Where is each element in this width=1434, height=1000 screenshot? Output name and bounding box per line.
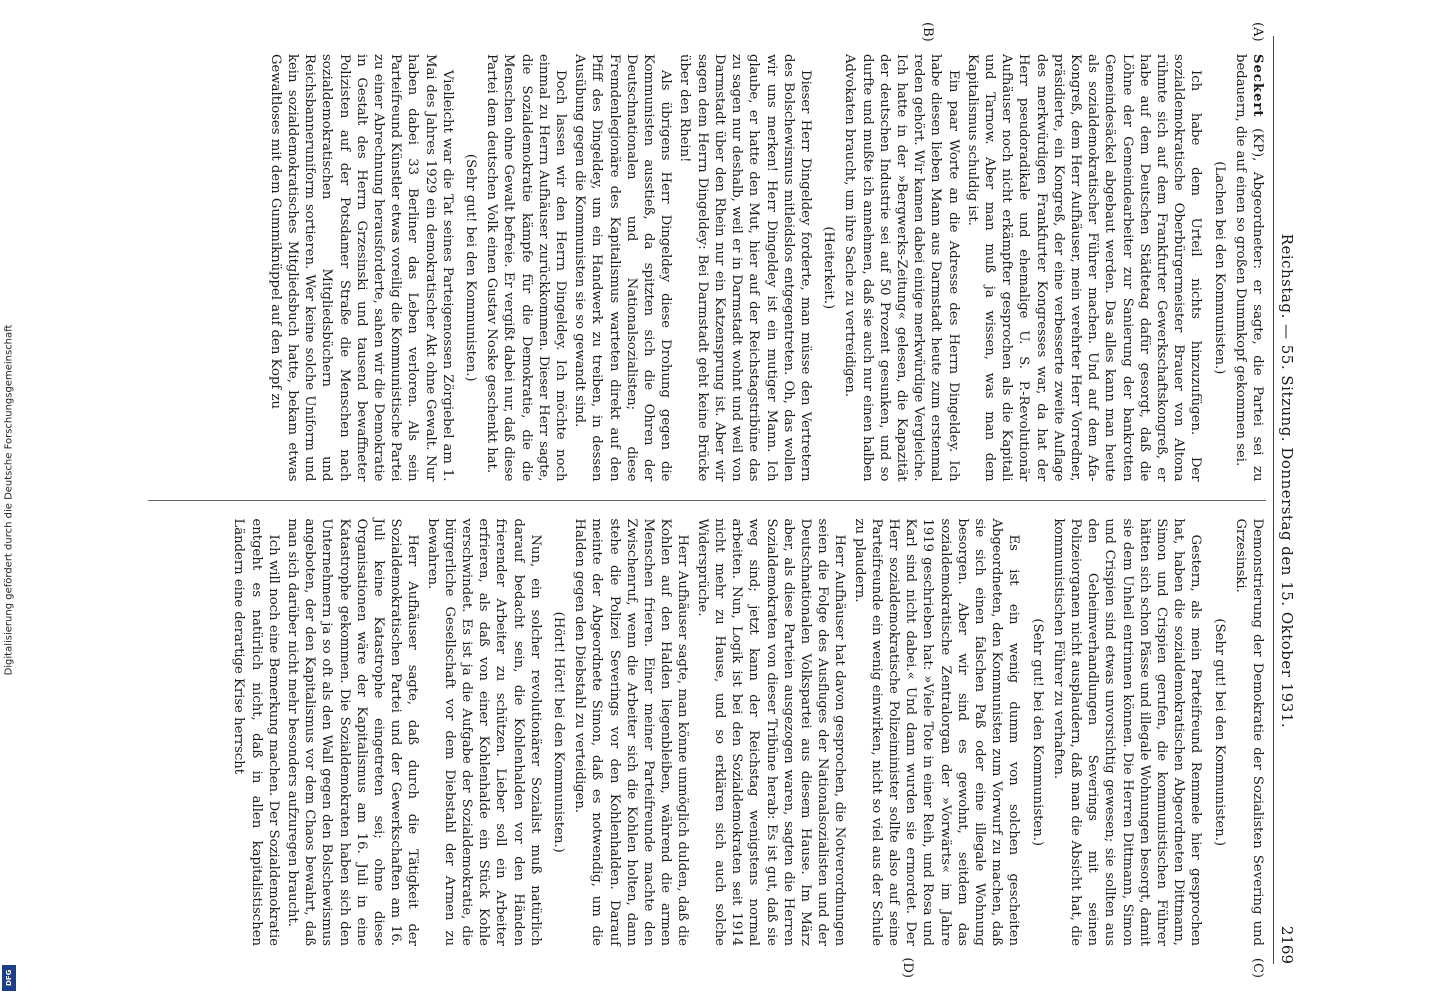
interjection: (Sehr gut! bei den Kommunisten.)	[1029, 618, 1045, 847]
margin-marker-b: (B)	[920, 22, 935, 42]
page-number: 2169	[1278, 925, 1296, 964]
paragraph: Als übrigens Herr Dingeldey diese Drohung gegen die Kommunisten ausstieß, da spitzten sich die Ohren der Deutschnationalen und Nationalsozialisten; diese Fremdenlegionäre des Kapitalismus warteten direkt auf den Pfiff des Dingeldey, um ein Handwerk zu treiben, in dessen Ausübung gegen die Kommunisten sie so gewandt sind.	[572, 54, 674, 482]
speaker-name: Seckert	[1250, 54, 1265, 118]
left-column	[148, 22, 1266, 501]
interjection: (Hört! Hört! bei den Kommunisten.)	[551, 611, 567, 853]
digitization-note-text: Digitalisierung gefördert durch die Deutsche Forschungsgemeinschaft	[3, 324, 15, 676]
interjection: (Lachen bei den Kommunisten.)	[1211, 161, 1227, 375]
paragraph: Ich habe dem Urteil nichts hinzuzufügen. Der sozialdemokratische Oberbürgermeister Brauer von Altona rühmte sich auf dem Frankfurter Gewerkschaftskongreß, er habe auf dem Deutschen Städtetag dafür gesorgt, daß die Löhne der Gemeindearbeiter zur Sanierung der bankrotten Gemeindesäckel abgebaut werden. Das alles kann man heute als sozialdemokratischer Führer machen. Und auf dem Afa-Kongreß, dem Herr Aufhäuser, mein verehrter Herr Vorredner, präsidierte, ein Kongreß, der eine verbesserte zweite Auflage des merkwürdigen Frankfurter Kongresses war, da hat der Herr pseudoradikale und ehemalige U. S. P.-Revolutionär Aufhäuser noch nicht erkämpfter gesprochen als die Kapitali und Tarnow. Aber man muß ja wissen, was man dem Kapitalismus schuldig ist.	[964, 54, 1204, 482]
paragraph: Doch lassen wir den Herrn Dingeldey. Ich möchte noch einmal zu Herrn Aufhäuser zurückkommen. Dieser Herr sagte, die Sozialdemokratie kämpfe für die Demokratie, die die Menschen ohne Gewalt befreie. Er vergißt dabei nur, daß diese Partei dem deutschen Volk einen Gustav Noske geschenkt hat.	[484, 54, 569, 482]
paragraph: Demonstrierung der Demokratie der Sozialisten Severing und Grzesinski.	[1232, 518, 1265, 946]
paragraph: Ich will noch eine Bemerkung machen. Der Sozialdemokratie entgeht es natürlich nicht, daß in allen kapitalistischen Ländern eine derartige Krise herrscht	[231, 518, 281, 946]
interjection: (Heiterkeit.)	[821, 226, 837, 310]
digitization-note	[0, 0, 18, 1000]
paragraph: Herr Aufhäuser hat davon gesprochen, die Notverordnungen seien die Folge des Ausfluges der Nationalsozialisten und der Deutschnationalen Volkspartei aus diesem Hause. Im März aber, als diese Parteien ausgezogen waren, sagten die Herren Sozialdemokraten von dieser Tribüne herab: Es ist gut, daß sie weg sind; jetzt kann der Reichstag wenigstens normal arbeiten. Nun, Logik ist bei den Sozialdemokraten seit 1914 nicht mehr zu Hause, und so erklären sich auch solche Widersprüche.	[694, 518, 848, 946]
paragraph-text: (KP), Abgeordneter: er sagte, die Partei sei zu bedauern, die auf einen so großen Dummkopf gekommen sei.	[1232, 54, 1265, 482]
margin-marker-d: (D)	[900, 957, 915, 978]
dfg-logo: DFG	[2, 965, 16, 991]
margin-marker-c: (C)	[1250, 957, 1265, 978]
page-title: Reichstag. — 55. Sitzung. Donnerstag den 15. Oktober 1931.	[1278, 233, 1296, 729]
paragraph: Ein paar Worte an die Adresse des Herrn Dingeldey. Ich habe diesen lieben Mann aus Darmstadt heute zum erstenmal reden gehört. Wir kamen dabei einige merkwürdige Vergleiche. Ich hatte in der »Bergwerks-Zeitung« gelesen, die Kapazität der deutschen Industrie sei auf 50 Prozent gesunken, und so durfte und mußte ich annehmen, daß sie auch nur einen halben Advokaten braucht, um ihre Sache zu vertreidigen.	[842, 54, 961, 482]
paragraph: Vielleicht war die Tat seines Parteigenossen Zörgiebel am 1. Mai des Jahres 1929 ein demokratischer Akt ohne Gewalt. Nur haben dabei 33 Berliner das Leben verloren. Als sein Parteifreund Künstler etwas voreilig die Kommunistische Partei zu einer Abrechnung herausforderte, sahen wir die Demokratie in Gestalt des Herrn Grzesinski und tausend bewaffneter Polizisten auf der Potsdamer Straße die Menschen nach sozialdemokratischen Mitgliedsbüchern und Reichsbanneruniform sortieren. Wer keine solche Uniform und kein sozialdemokratisches Mitgliedsbuch hatte, bekam etwas Gewaltloses mit dem Gummiknüppel auf den Kopf zu	[267, 54, 455, 482]
paragraph: Gestern, als mein Parteifreund Remmele hier gesprochen hat, haben die sozialdemokratischen Abgeordneten Dittmann, Simon und Crispien gerufen, die kommunistischen Führer hätten sich schon Pässe und illegale Wohnungen besorgt, damit sie dem Unheil entrinnen können. Die Herren Dittmann, Simon und Crispien sind etwas unvorsichtig gewesen; sie sollten aus den Geheimverhandlungen Severings mit seinen Polizeiorganen nicht ausplaudern, daß man die Absicht hat, die kommunistischen Führer zu verhaften.	[1050, 518, 1204, 946]
paragraph: Es ist ein wenig dumm von solchen gescheiten Abgeordneten, den Kommunisten zum Vorwurf zu machen, daß sie sich einen falschen Paß oder eine illegale Wohnung besorgen. Aber wir sind es gewohnt, seitdem das sozialdemokratische Zentralorgan der »Vorwärts« im Jahre 1919 geschrieben hat: »Viele Tote in einer Reih, und Rosa und Karl sind nicht dabei.« Und dann wurden sie ermordet. Der Herr sozialdemokratische Polizeiminister sollte also auf seine Parteifreunde ein wenig einwirken, nicht so viel aus der Schule zu plaudern.	[851, 518, 1022, 946]
right-column	[148, 501, 1266, 978]
interjection: (Sehr gut! bei den Kommunisten.)	[1211, 618, 1227, 847]
paragraph: Herr Aufhäuser sagte, daß durch die Tätigkeit der Sozialdemokratischen Partei und der Gewerkschaften am 16. Juli keine Katastrophe eingetreten sei; ohne diese Organisationen wäre der Kapitalismus am 16. Juli in eine Katastrophe gekommen. Die Sozialdemokraten haben sich den Unternehmern ja so oft als den Wall gegen den Bolschewismus angeboten, der den Kapitalismus vor dem Chaos bewahrt, daß man sich darüber nicht mehr besonders aufzuregen braucht.	[285, 518, 421, 946]
document-page	[138, 20, 1308, 980]
document-page-wrapper	[118, 0, 1328, 1000]
page-header	[1273, 36, 1300, 964]
paragraph: Dieser Herr Dingeldey forderte, man müsse den Vertretern des Bolschewismus mitleidslos entgegentreten. Oh, das wollen wir uns merken! Herr Dingeldey ist ein mutiger Mann. Ich glaube, er hatte den Mut, hier auf der Reichstagstribüne das zu sagen nur deshalb, weil er in Darmstadt wohnt und weil von Darmstadt über den Rhein nur ein Katzensprung ist. Aber wir sagen dem Herrn Dingeldey: Bei Darmstadt geht keine Brücke über den Rhein!	[677, 54, 813, 482]
paragraph: Herr Aufhäuser sagte, man könne unmöglich dulden, daß die Kohlen auf den Halden liegenbleiben, während die armen Menschen frieren. Einer meiner Parteifreunde machte den Zwischenruf, wenn die Arbeiter sich die Kohlen holten, dann stehe die Polizei Severings vor den Kohlenhalden. Darauf meinte der Abgeordnete Simon, daß es notwendig, um die Halden gegen den Diebstahl zu verteidigen.	[572, 518, 691, 946]
paragraph: Nun, ein solcher revolutionärer Sozialist muß natürlich darauf bedacht sein, die Kohlenhalden vor den Händen frierender Arbeiter zu schützen. Lieber soll ein Arbeiter erfrieren, als daß von einer Kohlenhalde ein Stück Kohle verschwindet. Es ist ja die Aufgabe der Sozialdemokratie, die bürgerliche Gesellschaft vor dem Diebstahl der Armen zu bewahren.	[424, 518, 543, 946]
text-columns	[148, 22, 1266, 978]
interjection: (Sehr gut! bei den Kommunisten.)	[463, 153, 479, 382]
paragraph	[1232, 54, 1266, 482]
margin-marker-a: (A)	[1250, 22, 1265, 42]
